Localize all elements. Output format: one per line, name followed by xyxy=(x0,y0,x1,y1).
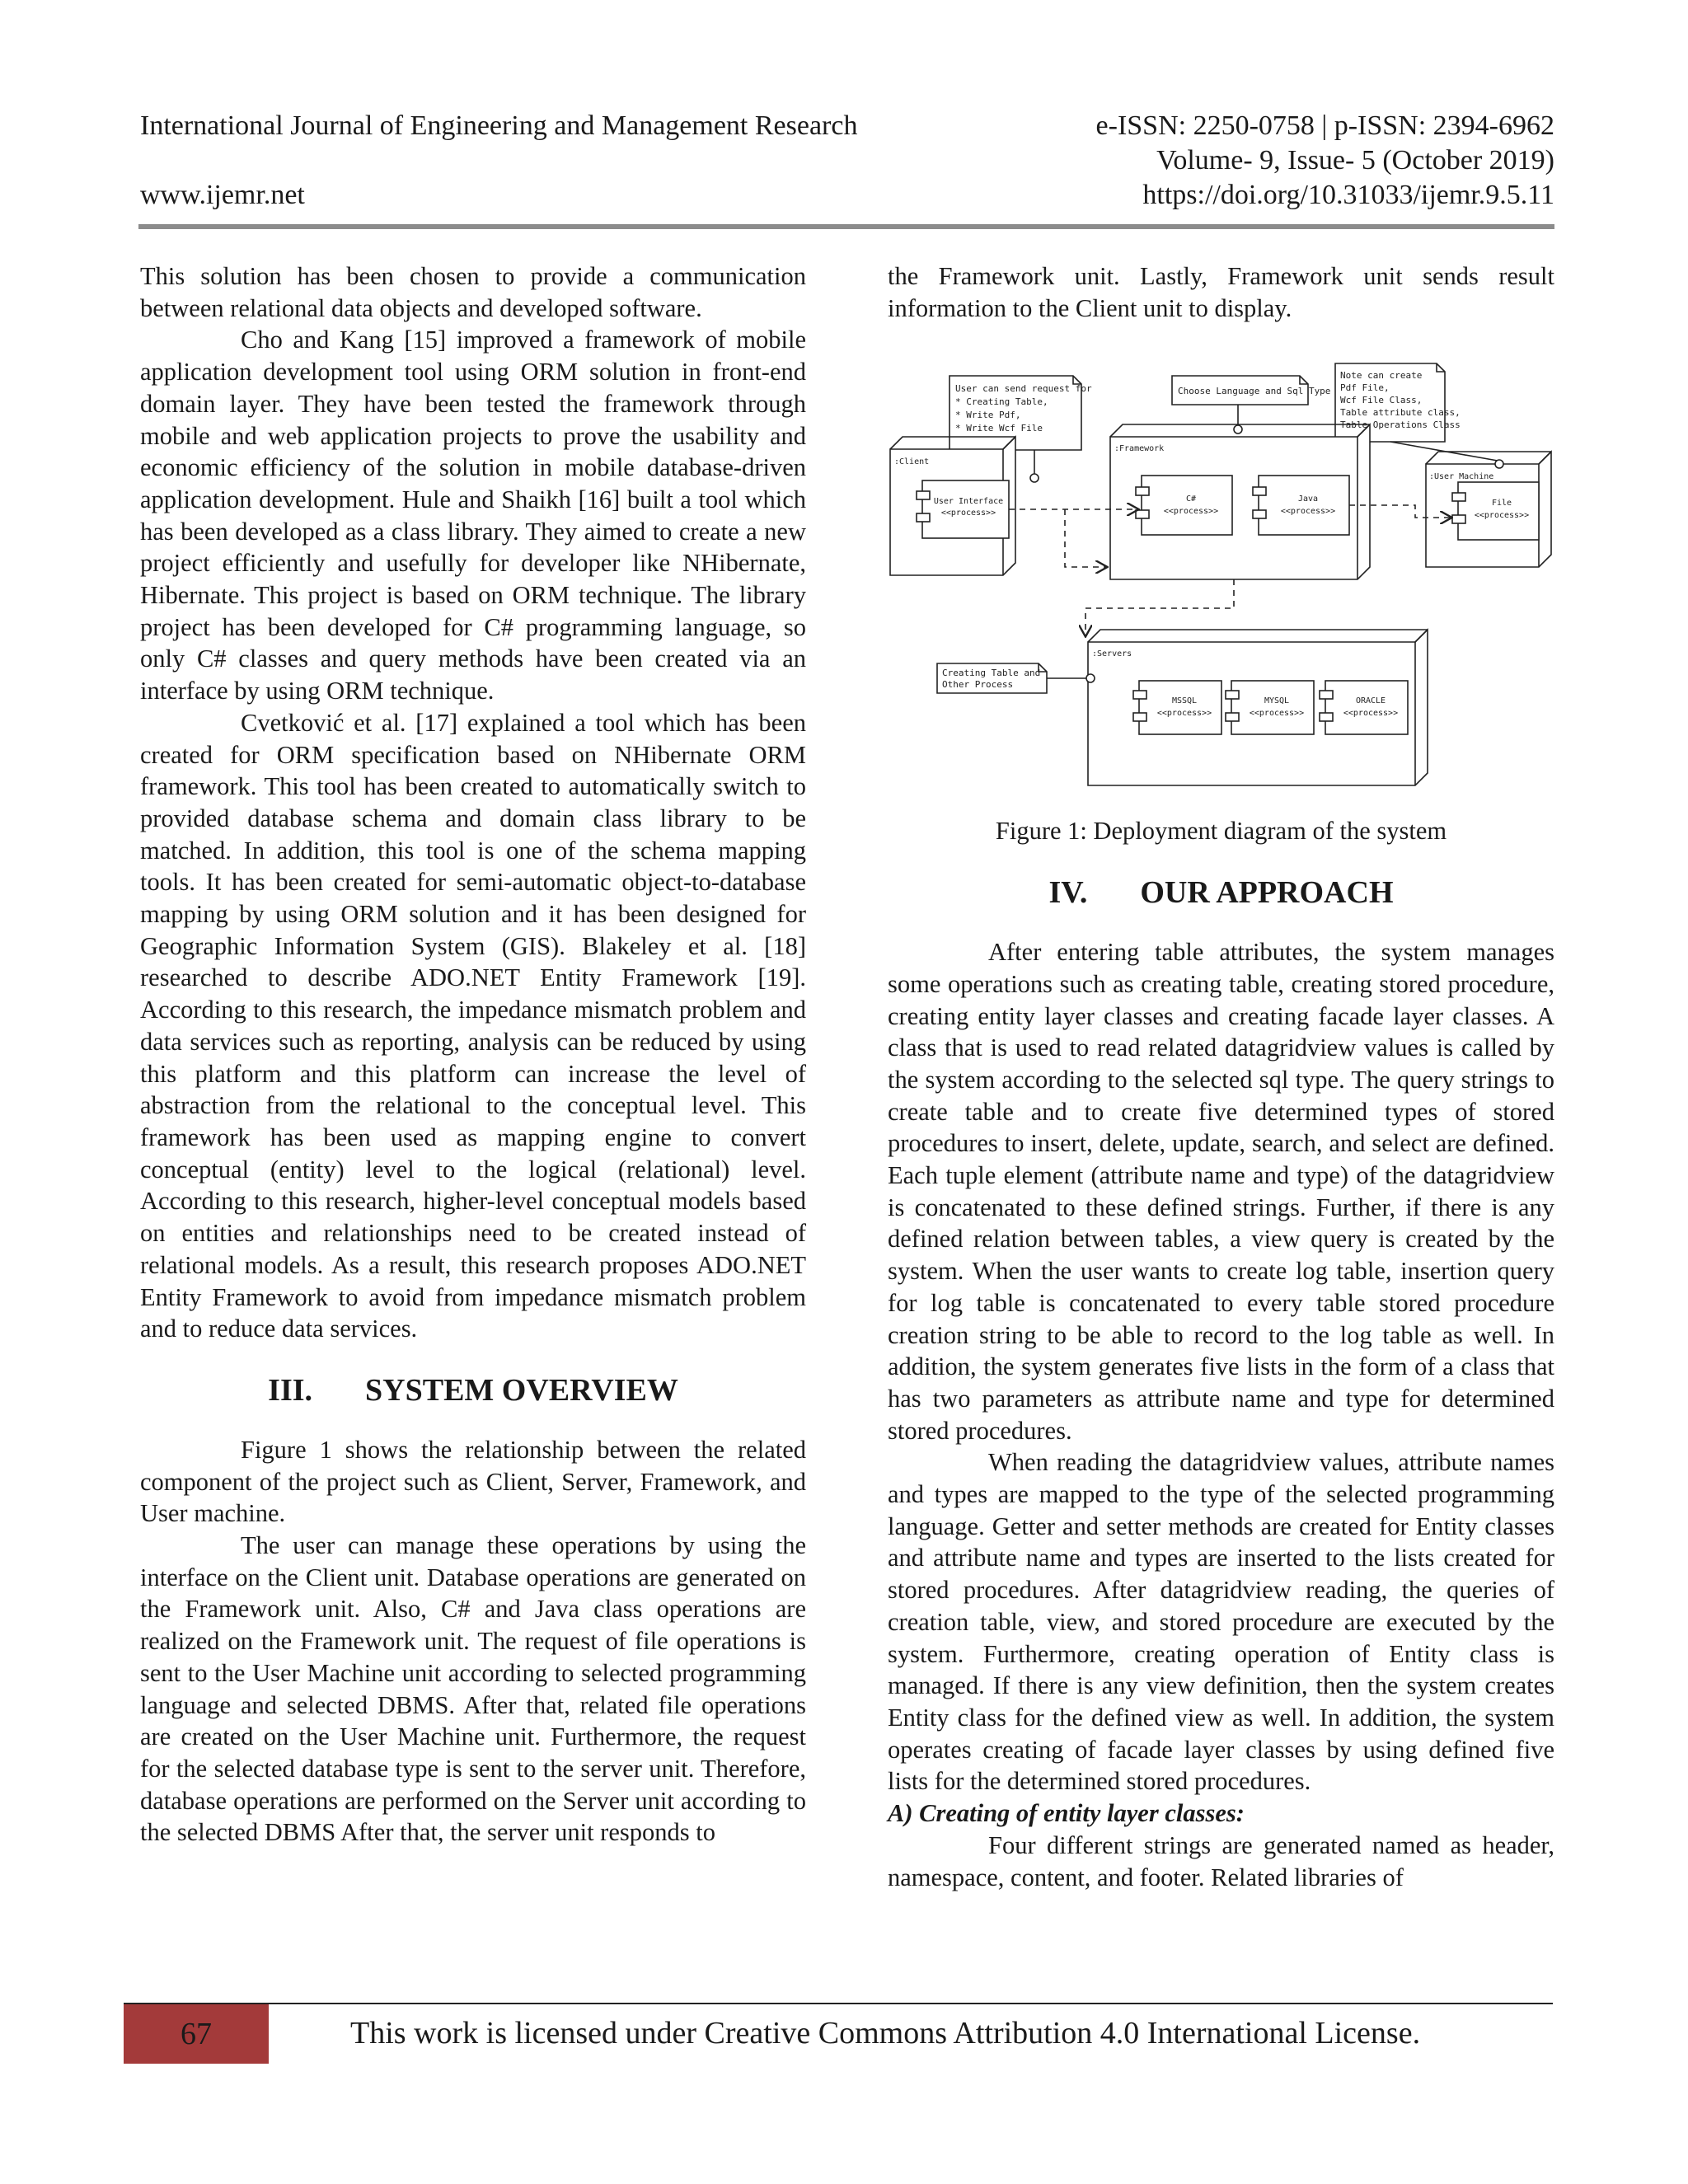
component-mysql xyxy=(1226,681,1314,734)
component-stereotype: <<process>> xyxy=(940,509,996,518)
doi-link[interactable]: https://doi.org/10.31033/ijemr.9.5.11 xyxy=(1142,180,1554,210)
component-oracle xyxy=(1320,681,1408,734)
note-user-line: * Write Wcf File xyxy=(955,423,1043,434)
node-client-label: :Client xyxy=(894,457,930,467)
note-create-line: Table attribute class, xyxy=(1340,407,1461,419)
website-link[interactable]: www.ijemr.net xyxy=(140,180,305,210)
note-create-line: Wcf File Class, xyxy=(1340,395,1423,406)
note-anchor-dot xyxy=(1030,474,1039,482)
volume-issue: Volume- 9, Issue- 5 (October 2019) xyxy=(1156,145,1554,176)
page-number: 67 xyxy=(124,2004,269,2064)
journal-title: International Journal of Engineering and Management Research xyxy=(140,110,858,141)
deployment-diagram xyxy=(888,340,1554,802)
note-user-line: * Creating Table, xyxy=(955,396,1048,408)
paragraph: Cho and Kang [15] improved a framework of mobile application development tool using ORM solution in front-end domain layer. They have been tested the framework through mobile and web application projects to prove the usability and economic efficiency of the solution in mobile database-driven application development. Hule and Shaikh [16] built a tool which has been developed as a class library. They aimed to create a new project efficiently and usefully for developer like NHibernate, Hibernate. This project is based on ORM technique. The library project has been developed for C# programming language, so only C# classes and query methods have been created via an interface by using ORM technique. xyxy=(140,326,806,705)
component-stereotype: <<process>> xyxy=(1343,709,1399,719)
node-framework-label: :Framework xyxy=(1114,444,1165,454)
deployment-diagram-svg xyxy=(888,340,1554,802)
section-number: III. xyxy=(268,1372,313,1408)
section-title: OUR APPROACH xyxy=(1140,875,1394,911)
license-text: This work is licensed under Creative Commons Attribution 4.0 International License. xyxy=(350,2016,1421,2050)
component-stereotype: <<process>> xyxy=(1474,511,1530,521)
paragraph: Figure 1 shows the relationship between the related component of the project such as Client, Server, Framework, and User machine. xyxy=(140,1435,806,1528)
component-csharp xyxy=(1136,476,1232,535)
note-table-line: Creating Table and xyxy=(942,668,1041,679)
header-rule xyxy=(138,224,1554,229)
paragraph: the Framework unit. Lastly, Framework unit sends result information to the Client unit to display. xyxy=(888,262,1554,322)
paragraph: Four different strings are generated named as header, namespace, content, and footer. Related libraries of xyxy=(888,1830,1554,1891)
note-anchor-dot xyxy=(1086,674,1095,682)
paragraph: After entering table attributes, the system manages some operations such as creating table, creating stored procedure, creating entity layer classes and creating facade layer classes. A class that is used to read related datagridview values is called by the system according to the selected sql type. The query strings to create table and to create five determined types of stored procedures to insert, delete, update, search, and select are defined. Each tuple element (attribute name and type) of the datagridview is concatenated to these defined strings. Further, if there is any defined relation between tables, a view query is created by the system. When the user wants to create log table, insertion query for log table is concatenated to every table stored procedure creation string to be able to record to the log table as well. In addition, the system generates five lists in the form of a class that has two parameters as attribute name and type for determined stored procedures. xyxy=(888,938,1554,1445)
note-table-line: Other Process xyxy=(942,679,1014,691)
note-anchor-dot xyxy=(1234,425,1242,434)
note-create-line: Pdf File, xyxy=(1340,382,1390,394)
section-number: IV. xyxy=(1048,875,1088,911)
component-label: User Interface xyxy=(933,497,1004,507)
component-label: ORACLE xyxy=(1355,696,1386,706)
node-servers-label: :Servers xyxy=(1092,649,1132,659)
component-label: MSSQL xyxy=(1171,696,1198,706)
right-column xyxy=(888,260,1554,1893)
note-lang-text: Choose Language and Sql Type xyxy=(1178,386,1331,397)
note-user-line: * Write Pdf, xyxy=(955,410,1021,421)
footer-rule xyxy=(124,2003,1553,2004)
component-label: File xyxy=(1491,499,1512,509)
figure-caption: Figure 1: Deployment diagram of the system xyxy=(995,817,1447,846)
component-stereotype: <<process>> xyxy=(1249,709,1305,719)
note-create-line: Table Operations Class xyxy=(1340,419,1461,431)
paragraph: When reading the datagridview values, attribute names and types are mapped to the type of the selected programming language. Getter and setter methods are created for Entity classes and attribute name and types are inserted to the lists created for stored procedures. After datagridview reading, the queries of creation table, view, and stored procedure are executed by the system. Furthermore, creating operation of Entity class is managed. If there is any view definition, then the system creates Entity class for the defined view as well. In addition, the system operates creating of facade layer classes by using defined five lists for the determined stored procedures. xyxy=(888,1448,1554,1796)
component-label: C# xyxy=(1185,494,1197,504)
section-heading xyxy=(888,872,1554,913)
node-user-machine-label: :User Machine xyxy=(1429,472,1494,482)
section-heading xyxy=(140,1370,806,1411)
dependency-framework-servers xyxy=(1085,579,1234,635)
left-column xyxy=(140,260,806,1849)
component-stereotype: <<process>> xyxy=(1156,709,1212,719)
issn: e-ISSN: 2250-0758 | p-ISSN: 2394-6962 xyxy=(1095,110,1554,141)
note-user-line: User can send request for xyxy=(955,383,1092,395)
component-java xyxy=(1253,476,1349,535)
paragraph: Cvetković et al. [17] explained a tool which has been created for ORM specification based on NHibernate ORM framework. This tool has been created to automatically switch to provided database schema and domain class library to be matched. In addition, this tool is one of the schema mapping tools. It has been created for semi-automatic object-to-database mapping by using ORM solution and it has been designed for Geographic Information System (GIS). Blakeley et al. [18] researched to describe ADO.NET Entity Framework [19]. According to this research, the impedance mismatch problem and data services such as reporting, analysis can be reduced by using this platform and this platform can increase the level of abstraction from the relational to the conceptual level. This framework has been used as mapping engine to convert conceptual (entity) level to the logical (relational) level. According to this research, higher-level conceptual models based on entities and relationships need to be created instead of relational models. As a result, this research proposes ADO.NET Entity Framework to avoid from impedance mismatch problem and to reduce data services. xyxy=(140,708,806,1343)
component-stereotype: <<process>> xyxy=(1163,507,1219,517)
component-stereotype: <<process>> xyxy=(1280,507,1336,517)
note-anchor-dot xyxy=(1495,460,1503,468)
paragraph: This solution has been chosen to provide a communication between relational data objects and developed software. xyxy=(140,262,806,322)
component-label: MYSQL xyxy=(1264,696,1290,706)
component-mssql xyxy=(1133,681,1221,734)
subsection-heading: A) Creating of entity layer classes: xyxy=(888,1799,1245,1828)
note-create-line: Note can create xyxy=(1340,370,1423,382)
paragraph: The user can manage these operations by using the interface on the Client unit. Database operations are generated on the Framework unit. Also, C# and Java class operations are realized on the Framework unit. The request of file operations is sent to the User Machine unit according to selected programming language and selected DBMS. After that, related file operations are created on the User Machine unit. Furthermore, the request for the selected database type is sent to the server unit. Therefore, database operations are performed on the Server unit according to the selected DBMS After that, the server unit responds to xyxy=(140,1531,806,1847)
section-title: SYSTEM OVERVIEW xyxy=(365,1372,678,1408)
dependency-client-framework-2 xyxy=(1065,509,1106,567)
component-label: Java xyxy=(1297,494,1319,504)
